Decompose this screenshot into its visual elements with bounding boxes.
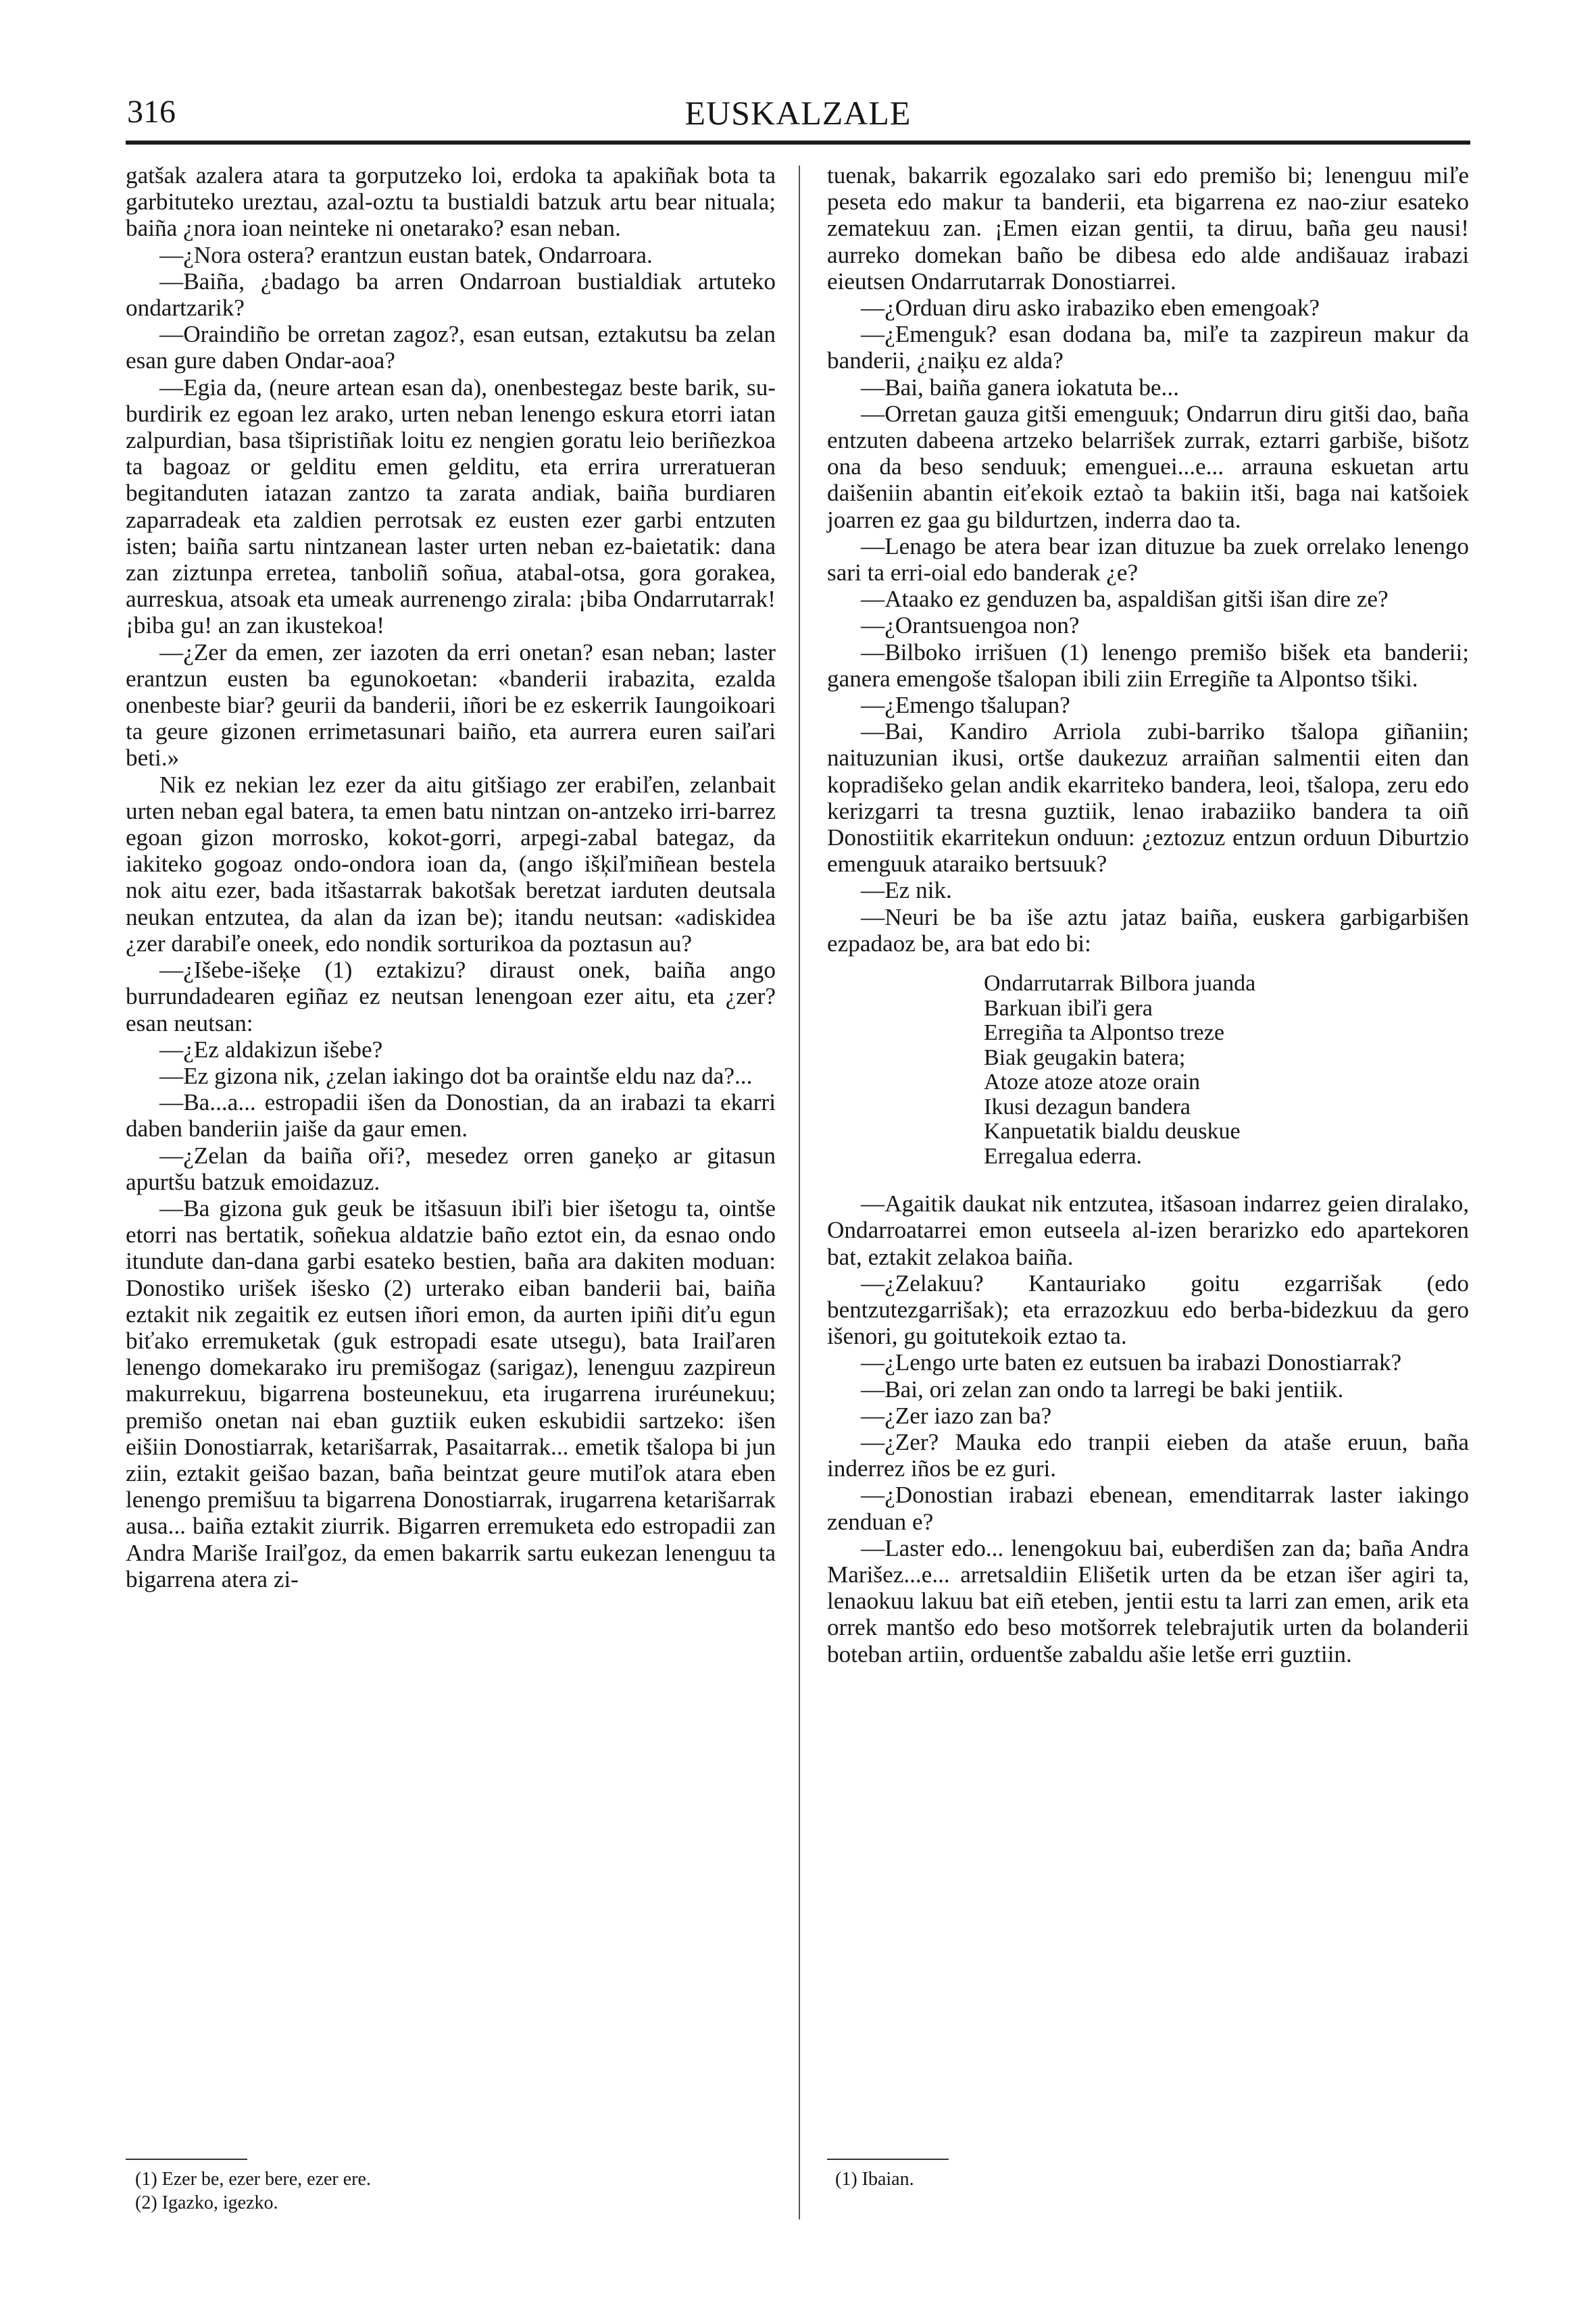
paragraph: —Egia da, (neure artean esan da), onenbestegaz beste barik, su-burdirik ez egoan lez arako, urten neban lenengo eskura etorri iatan zalpurdian, basa tšipristiñak loitu ez nengien goratu leio beriñezkoa ta bagoaz or gelditu emen gelditu, eta errira urreratueran begitanduten iatazan zantzo ta zarata andiak, baiña burdiaren zaparradeak eta zaldien perrotsak ez eusten ezer garbi entzuten isten; baiña sartu nintzanean laster urten neban ez-baietatik: dana zan ziztunpa erretea, tanboliñ soñua, atabal-otsa, gora gorakea, aurreskua, atsoak eta umeak aurrenengo zirala: ¡biba Ondarrutarrak! ¡biba gu! an zan ikustekoa!	[126, 374, 776, 639]
paragraph: —¿Emenguk? esan dodana ba, miľe ta zazpireun makur da banderii, ¿naiķu ez alda?	[827, 321, 1469, 374]
page-number: 316	[127, 94, 176, 130]
footnote: (2) Igazko, igezko.	[135, 2192, 278, 2213]
paragraph: —¿Zer da emen, zer iazoten da erri onetan? esan neban; laster erantzun eusten ba egunokoetan: «banderii irabazita, ezalda onenbeste biar? geurii da banderii, iñori be ez eskerrik Iaungoikoari ta geure gizonen errimetasunari baiño, eta aurrera euren saiľari beti.»	[126, 638, 776, 772]
poem	[984, 972, 1469, 1169]
footnotes-right	[835, 2167, 914, 2191]
paragraph: —Ez nik.	[861, 877, 952, 904]
footnotes-left	[135, 2167, 371, 2215]
paragraph: —¿Orduan diru asko irabaziko eben emengoak?	[861, 295, 1320, 322]
paragraph: —Ba...a... estropadii išen da Donostian, da an irabazi ta ekarri daben banderiin jaiše da gaur emen.	[126, 1089, 776, 1142]
paragraph: —Ataako ez genduzen ba, aspaldišan gitši išan dire ze?	[861, 586, 1389, 613]
paragraph: —Neuri be ba iše aztu jataz baiña, euskera garbigarbišen ezpadaoz be, ara bat edo bi:	[827, 903, 1469, 957]
paragraph: —Ez gizona nik, ¿zelan iakingo dot ba oraintše eldu naz da?...	[159, 1062, 753, 1089]
paragraph: —Oraindiño be orretan zagoz?, esan eutsan, eztakutsu ba zelan esan gure daben Ondar-aoa?	[126, 321, 776, 374]
poem-line: Erregiña ta Alpontso treze	[984, 1020, 1224, 1046]
paragraph: —Ba gizona guk geuk be itšasuun ibiľi bier išetogu ta, ointše etorri nas bertatik, soñekua aldatzie baño eztot ein, da esnao ondo itundute dan-dana garbi esateko bestien, baña ara dakiten moduan: Donostiko urišek išesko (2) urterako eiban banderii bai, baiña eztakit nik zegaitik ez eutsen iñori emon, da aurten ipiñi diťu egun biťako erremuketak (guk estropadi esate utsegu), bata Iraiľaren lenengo domekarako iru premišogaz (sarigaz), lenenguu zazpireun makurrekuu, bigarrena bosteunekuu, eta irugarrena iruréunekuu; premišo onetan nai eban guztiik euken eskubidii sartzeko: išen eišiin Donostiarrak, ketarišarrak, Pasaitarrak... emetik tšalopa bi jun ziin, eztakit geišao bazan, baña beintzat geure mutiľok atara eben lenengo premišuu ta bigarrena Donostiarrak, irugarrena ketarišarrak ausa... baiña eztakit ziurrik. Bigarren erremuketa edo estropadii zan Andra Mariše Iraiľgoz, da emen bakarrik sartu eukezan lenenguu ta bigarrena atera zi-	[126, 1194, 776, 1592]
header-rule	[126, 141, 1470, 145]
poem-line: Atoze atoze atoze orain	[984, 1070, 1200, 1095]
footnote: (1) Ibaian.	[835, 2169, 914, 2190]
paragraph: —Lenago be atera bear izan dituzue ba zuek orrelako lenengo sari ta erri-oial edo banderak ¿e?	[827, 532, 1469, 586]
paragraph: —Bilboko irrišuen (1) lenengo premišo bišek eta banderii; ganera emengoše tšalopan ibili ziin Erregiñe ta Alpontso tšiki.	[827, 638, 1469, 692]
right-column	[827, 162, 1469, 1667]
poem-line: Ikusi dezagun bandera	[984, 1094, 1191, 1120]
paragraph: —Agaitik daukat nik entzutea, itšasoan indarrez geien diralako, Ondarroatarrei emon eutseela al-izen berarizko edo apartekoren bat, eztakit zelakoa baiña.	[827, 1190, 1469, 1270]
paragraph: —¿Nora ostera? erantzun eustan batek, Ondarroara.	[159, 241, 653, 268]
paragraph: —Bai, Kandiro Arriola zubi-barriko tšalopa giñaniin; naituzunian ikusi, ortše daukezuz arraiñan salmentii eiten dan kopradišeko gelan andik ekarriteko bandera, leoi, tšalopa, zeru edo kerizgarri ta tresna guztiik, lenao irabaziiko bandera ta oiñ Donostiitik ekarritekun onduun: ¿eztozuz entzun orduun Diburtzio emenguuk ataraiko bertsuuk?	[827, 718, 1469, 878]
paragraph: tuenak, bakarrik egozalako sari edo premišo bi; lenenguu miľe peseta edo makur ta banderii, eta bigarrena ez nao-ziur esateko zematekuu zan. ¡Emen eizan gentii, ta diruu, baña geu nausi! aurreko domekan baño be dibesa edo alde andišauaz irabazi eieutsen Ondarrutarrak Donostiarrei.	[827, 162, 1469, 295]
paragraph: —¿Ez aldakizun išebe?	[159, 1036, 383, 1063]
poem-line: Barkuan ibiľi gera	[984, 995, 1153, 1021]
footnote-rule-left	[126, 2159, 247, 2160]
poem-line: Ondarrutarrak Bilbora juanda	[984, 971, 1256, 997]
poem-line: Biak geugakin batera;	[984, 1045, 1186, 1070]
paragraph: —¿Zelan da baiña oři?, mesedez orren ganeķo ar gitasun apurtšu batzuk emoidazuz.	[126, 1142, 776, 1195]
paragraph: —¿Donostian irabazi ebenean, emenditarrak laster iakingo zenduan e?	[827, 1482, 1469, 1535]
running-title: EUSKALZALE	[684, 94, 912, 132]
paragraph: Nik ez nekian lez ezer da aitu gitšiago zer erabiľen, zelanbait urten neban egal batera, ta emen batu nintzan on-antzeko irri-barrez egoan gizon morrosko, kokot-gorri, arpegi-zabal bategaz, da iakiteko gogoaz ondo-ondora ioan da, (ango išķiľmiñean bestela nok aitu ezer, bada itšastarrak bakotšak beretzat iarduten deutsala neukan entzutea, da alan da izan be); itandu neutsan: «adiskidea ¿zer darabiľe oneek, edo nondik sorturikoa da poztasun au?	[126, 771, 776, 957]
paragraph: —¿Orantsuengoa non?	[861, 612, 1080, 639]
paragraph: —Bai, baiña ganera iokatuta be...	[861, 374, 1179, 401]
paragraph: —¿Zer iazo zan ba?	[861, 1402, 1052, 1429]
paragraph: —Laster edo... lenengokuu bai, euberdišen zan da; baña Andra Marišez...e... arretsaldiin Elišetik urten da be etzan išer agiri ta, lenaokuu lakuu bat eiñ eteben, jentii estu ta larri zan emen, arik eta orrek mantšo edo beso motšorrek telebrajutik urten da bolanderii boteban artiin, orduentše zabaldu ašie letše erri guztiin.	[827, 1534, 1469, 1667]
paragraph: gatšak azalera atara ta gorputzeko loi, erdoka ta apakiñak bota ta garbituteko ureztau, azal-oztu ta bustialdi batzuk artu bear nituala; baiña ¿nora ioan neinteke ni onetarako? esan neban.	[126, 162, 776, 242]
paragraph: —¿Zelakuu? Kantauriako goitu ezgarrišak (edo bentzutezgarrišak); eta errazozkuu edo berba-bidezkuu da gero išenori, gu goitutekoik eztao ta.	[827, 1269, 1469, 1350]
paragraph: —¿Išebe-išeķe (1) eztakizu? diraust onek, baiña ango burrundadearen egiñaz ez neutsan lenengoan ezer aitu, eta ¿zer? esan neutsan:	[126, 957, 776, 1036]
paragraph: —Bai, ori zelan zan ondo ta larregi be baki jentiik.	[861, 1376, 1344, 1403]
poem-line: Erregalua ederra.	[984, 1143, 1143, 1169]
paragraph: —Baiña, ¿badago ba arren Ondarroan bustialdiak artuteko ondartzarik?	[126, 268, 776, 322]
column-rule	[799, 166, 800, 2219]
left-column	[126, 162, 776, 1592]
paragraph: —¿Zer? Mauka edo tranpii eieben da ataše eruun, baña inderrez iños be ez guri.	[827, 1428, 1469, 1482]
paragraph: —¿Emengo tšalupan?	[861, 692, 1070, 719]
footnote: (1) Ezer be, ezer bere, ezer ere.	[135, 2169, 371, 2190]
poem-line: Kanpuetatik bialdu deuskue	[984, 1119, 1241, 1145]
paragraph: —Orretan gauza gitši emenguuk; Ondarrun diru gitši dao, baña entzuten dabeena artzeko belarrišek zurrak, eztarri garbiše, bišotz ona da beso senduuk; emenguei...e... arrauna eskuetan artu daišeniin abantin eiťekoik eztaò ta bakiin itši, baga nai katšoiek joarren ez gaa gu bildurtzen, inderra dao ta.	[827, 400, 1469, 533]
paragraph: —¿Lengo urte baten ez eutsuen ba irabazi Donostiarrak?	[861, 1349, 1402, 1376]
footnote-rule-right	[827, 2159, 949, 2160]
